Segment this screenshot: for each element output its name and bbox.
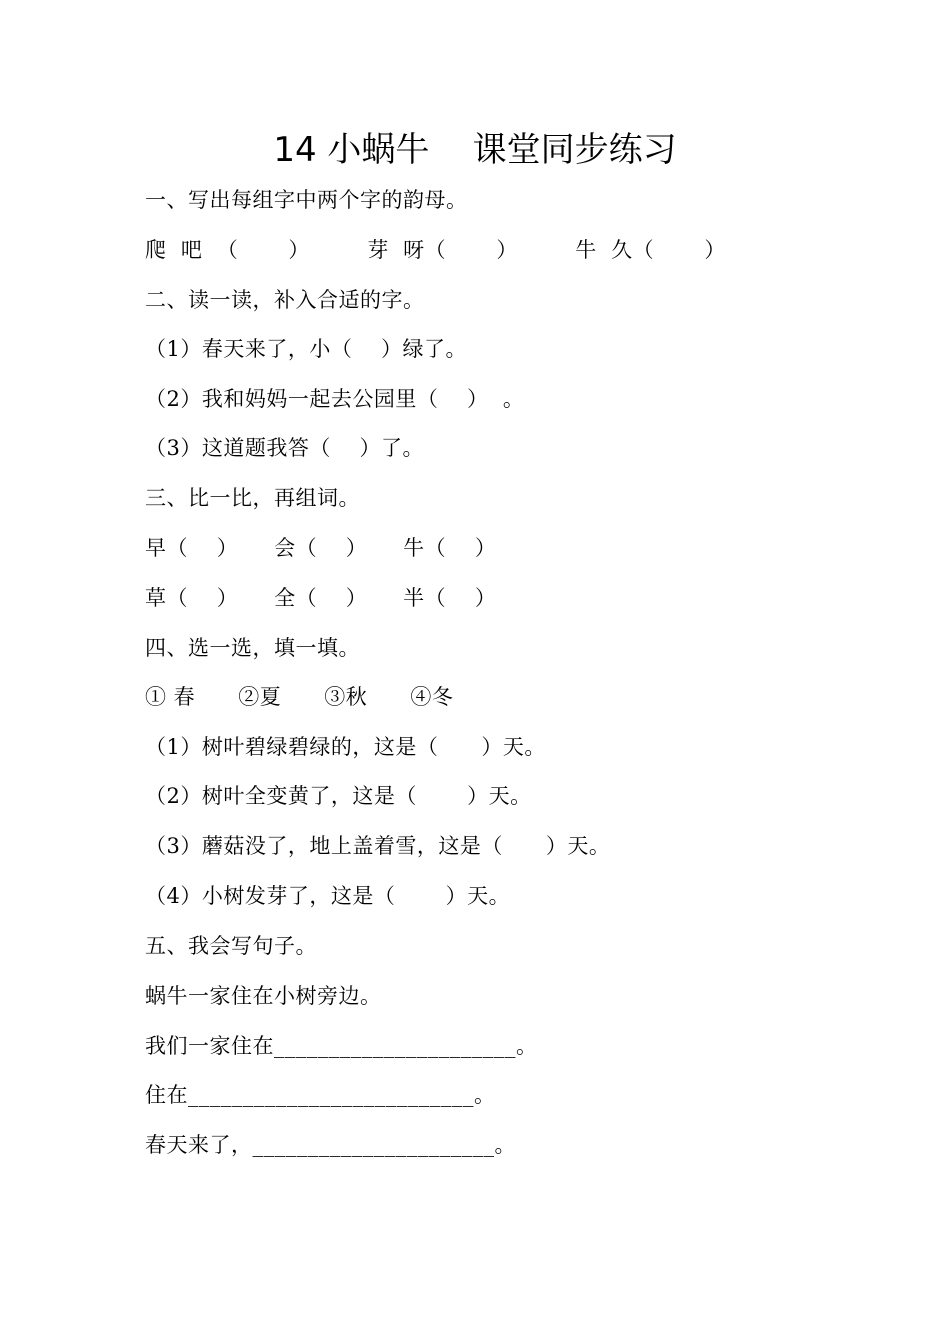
section-1-exercise: 爬 吧 （ ） 芽 呀（ ） 牛 久（ ） [145, 238, 726, 262]
section-4-question-3: （3）蘑菇没了，地上盖着雪，这是（ ）天。 [145, 834, 611, 858]
section-5-sentence-3: 春天来了，______________________。 [145, 1133, 516, 1157]
section-4-heading: 四、选一选，填一填。 [145, 636, 360, 660]
section-2-question-3: （3）这道题我答（ ）了。 [145, 436, 425, 460]
section-3-row-1: 早（ ） 会（ ） 牛（ ） [145, 536, 497, 560]
section-1-heading: 一、写出每组字中两个字的韵母。 [145, 188, 468, 212]
section-3-row-2: 草（ ） 全（ ） 半（ ） [145, 586, 497, 610]
section-5-sentence-1: 我们一家住在______________________。 [145, 1034, 538, 1058]
section-2-heading: 二、读一读，补入合适的字。 [145, 288, 425, 312]
section-4-options: ① 春 ②夏 ③秋 ④冬 [145, 685, 454, 709]
section-5-heading: 五、我会写句子。 [145, 934, 317, 958]
section-5-example: 蜗牛一家住在小树旁边。 [145, 984, 382, 1008]
section-3-heading: 三、比一比，再组词。 [145, 486, 360, 510]
section-2-question-1: （1）春天来了，小（ ）绿了。 [145, 337, 468, 361]
worksheet-title: 14 小蜗牛 课堂同步练习 [273, 130, 677, 170]
section-5-sentence-2: 住在__________________________。 [145, 1083, 496, 1107]
section-4-question-1: （1）树叶碧绿碧绿的，这是（ ）天。 [145, 735, 546, 759]
section-4-question-2: （2）树叶全变黄了，这是（ ）天。 [145, 784, 532, 808]
section-2-question-2: （2）我和妈妈一起去公园里（ ） 。 [145, 387, 525, 411]
section-4-question-4: （4）小树发芽了，这是（ ）天。 [145, 884, 511, 908]
